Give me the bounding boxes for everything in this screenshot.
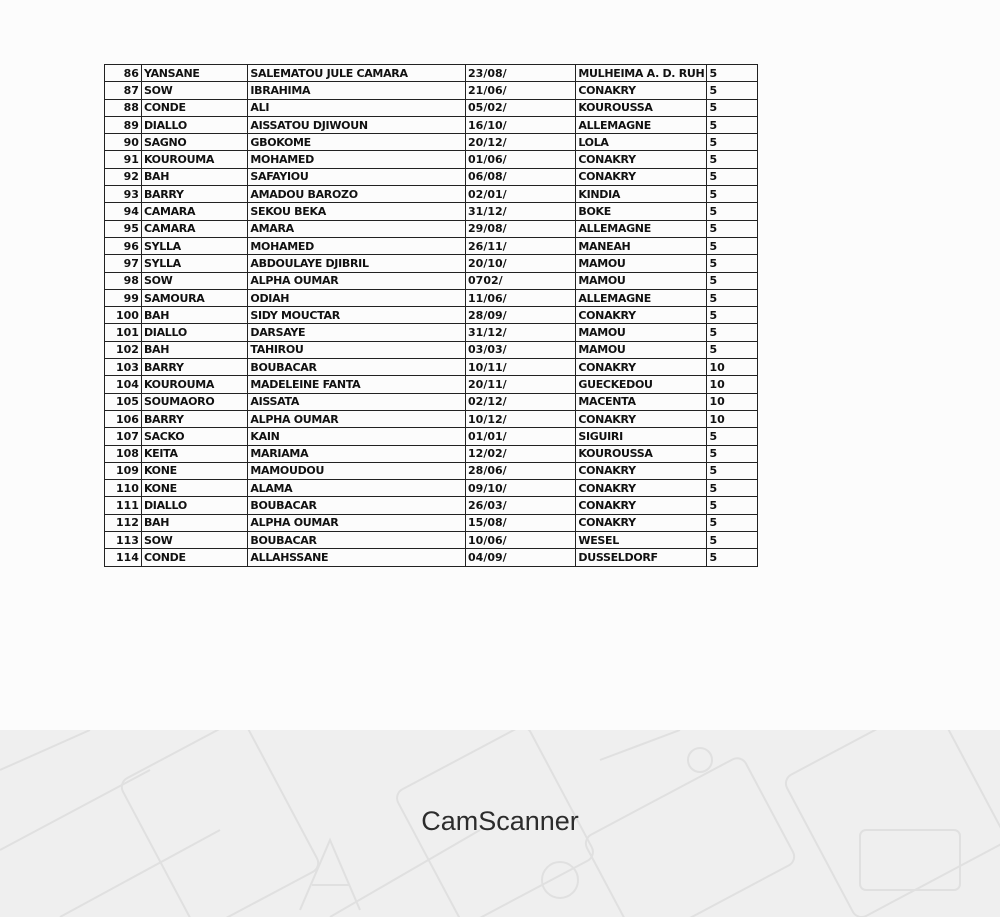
score-cell: 5 [707, 428, 758, 445]
first-name-cell: TAHIROU [248, 341, 466, 358]
last-name-cell: CAMARA [141, 220, 247, 237]
last-name-cell: SOW [141, 82, 247, 99]
last-name-cell: DIALLO [141, 116, 247, 133]
row-number-cell: 95 [105, 220, 142, 237]
row-number-cell: 103 [105, 359, 142, 376]
last-name-cell: KOUROUMA [141, 151, 247, 168]
table-row [105, 255, 758, 272]
row-number-cell: 111 [105, 497, 142, 514]
table-row [105, 445, 758, 462]
score-cell: 5 [707, 341, 758, 358]
first-name-cell: KAIN [248, 428, 466, 445]
score-cell: 5 [707, 134, 758, 151]
last-name-cell: KONE [141, 462, 247, 479]
last-name-cell: SOW [141, 272, 247, 289]
table-row [105, 151, 758, 168]
birth-place-cell: DUSSELDORF [576, 549, 707, 566]
last-name-cell: CONDE [141, 549, 247, 566]
birth-date-cell: 21/06/ [466, 82, 576, 99]
last-name-cell: BAH [141, 168, 247, 185]
first-name-cell: SIDY MOUCTAR [248, 307, 466, 324]
birth-date-cell: 01/06/ [466, 151, 576, 168]
birth-date-cell: 02/01/ [466, 186, 576, 203]
score-cell: 5 [707, 168, 758, 185]
table-row [105, 497, 758, 514]
birth-place-cell: CONAKRY [576, 168, 707, 185]
first-name-cell: ALLAHSSANE [248, 549, 466, 566]
first-name-cell: MOHAMED [248, 151, 466, 168]
row-number-cell: 104 [105, 376, 142, 393]
birth-date-cell: 15/08/ [466, 514, 576, 531]
birth-place-cell: SIGUIRI [576, 428, 707, 445]
birth-date-cell: 09/10/ [466, 480, 576, 497]
last-name-cell: BARRY [141, 359, 247, 376]
birth-place-cell: KOUROUSSA [576, 99, 707, 116]
birth-date-cell: 31/12/ [466, 324, 576, 341]
birth-date-cell: 10/12/ [466, 410, 576, 427]
birth-date-cell: 03/03/ [466, 341, 576, 358]
first-name-cell: ALPHA OUMAR [248, 410, 466, 427]
birth-place-cell: CONAKRY [576, 497, 707, 514]
birth-place-cell: LOLA [576, 134, 707, 151]
score-cell: 5 [707, 186, 758, 203]
score-cell: 10 [707, 393, 758, 410]
row-number-cell: 91 [105, 151, 142, 168]
row-number-cell: 108 [105, 445, 142, 462]
birth-place-cell: MAMOU [576, 341, 707, 358]
first-name-cell: AMADOU BAROZO [248, 186, 466, 203]
row-number-cell: 98 [105, 272, 142, 289]
table-row [105, 116, 758, 133]
row-number-cell: 106 [105, 410, 142, 427]
last-name-cell: SYLLA [141, 237, 247, 254]
last-name-cell: BAH [141, 307, 247, 324]
first-name-cell: ABDOULAYE DJIBRIL [248, 255, 466, 272]
last-name-cell: BARRY [141, 186, 247, 203]
first-name-cell: IBRAHIMA [248, 82, 466, 99]
row-number-cell: 114 [105, 549, 142, 566]
last-name-cell: BARRY [141, 410, 247, 427]
birth-place-cell: CONAKRY [576, 307, 707, 324]
table-row [105, 186, 758, 203]
birth-date-cell: 02/12/ [466, 393, 576, 410]
first-name-cell: BOUBACAR [248, 532, 466, 549]
row-number-cell: 100 [105, 307, 142, 324]
last-name-cell: SOW [141, 532, 247, 549]
first-name-cell: MOHAMED [248, 237, 466, 254]
first-name-cell: BOUBACAR [248, 497, 466, 514]
table-row [105, 99, 758, 116]
birth-date-cell: 06/08/ [466, 168, 576, 185]
row-number-cell: 92 [105, 168, 142, 185]
row-number-cell: 105 [105, 393, 142, 410]
score-cell: 5 [707, 65, 758, 82]
score-cell: 5 [707, 289, 758, 306]
row-number-cell: 112 [105, 514, 142, 531]
last-name-cell: SOUMAORO [141, 393, 247, 410]
last-name-cell: YANSANE [141, 65, 247, 82]
birth-place-cell: CONAKRY [576, 151, 707, 168]
row-number-cell: 88 [105, 99, 142, 116]
score-cell: 5 [707, 445, 758, 462]
birth-place-cell: MULHEIMA A. D. RUH [576, 65, 707, 82]
table-row [105, 272, 758, 289]
row-number-cell: 94 [105, 203, 142, 220]
last-name-cell: SYLLA [141, 255, 247, 272]
last-name-cell: CAMARA [141, 203, 247, 220]
table-row [105, 462, 758, 479]
score-cell: 5 [707, 497, 758, 514]
birth-date-cell: 26/11/ [466, 237, 576, 254]
table-row [105, 307, 758, 324]
birth-place-cell: BOKE [576, 203, 707, 220]
last-name-cell: KEITA [141, 445, 247, 462]
score-cell: 5 [707, 203, 758, 220]
birth-date-cell: 29/08/ [466, 220, 576, 237]
last-name-cell: BAH [141, 514, 247, 531]
first-name-cell: SALEMATOU JULE CAMARA [248, 65, 466, 82]
last-name-cell: SAMOURA [141, 289, 247, 306]
table-row [105, 341, 758, 358]
last-name-cell: KONE [141, 480, 247, 497]
first-name-cell: GBOKOME [248, 134, 466, 151]
first-name-cell: MARIAMA [248, 445, 466, 462]
birth-date-cell: 20/12/ [466, 134, 576, 151]
table-row [105, 549, 758, 566]
camscanner-watermark: CamScanner [421, 806, 579, 836]
birth-place-cell: CONAKRY [576, 359, 707, 376]
row-number-cell: 97 [105, 255, 142, 272]
table-row [105, 480, 758, 497]
birth-place-cell: CONAKRY [576, 410, 707, 427]
table-row [105, 220, 758, 237]
birth-place-cell: MAMOU [576, 272, 707, 289]
row-number-cell: 109 [105, 462, 142, 479]
score-cell: 5 [707, 324, 758, 341]
row-number-cell: 93 [105, 186, 142, 203]
last-name-cell: SACKO [141, 428, 247, 445]
score-cell: 5 [707, 272, 758, 289]
birth-date-cell: 10/06/ [466, 532, 576, 549]
row-number-cell: 90 [105, 134, 142, 151]
table-row [105, 393, 758, 410]
birth-place-cell: CONAKRY [576, 82, 707, 99]
row-number-cell: 113 [105, 532, 142, 549]
birth-place-cell: WESEL [576, 532, 707, 549]
first-name-cell: ALPHA OUMAR [248, 514, 466, 531]
table-row [105, 203, 758, 220]
first-name-cell: AMARA [248, 220, 466, 237]
birth-date-cell: 01/01/ [466, 428, 576, 445]
birth-date-cell: 04/09/ [466, 549, 576, 566]
last-name-cell: CONDE [141, 99, 247, 116]
first-name-cell: ODIAH [248, 289, 466, 306]
score-cell: 5 [707, 82, 758, 99]
score-cell: 10 [707, 410, 758, 427]
score-cell: 5 [707, 237, 758, 254]
score-cell: 5 [707, 220, 758, 237]
birth-place-cell: ALLEMAGNE [576, 220, 707, 237]
score-cell: 10 [707, 359, 758, 376]
birth-date-cell: 31/12/ [466, 203, 576, 220]
row-number-cell: 96 [105, 237, 142, 254]
row-number-cell: 99 [105, 289, 142, 306]
score-cell: 5 [707, 514, 758, 531]
birth-date-cell: 28/09/ [466, 307, 576, 324]
table-row [105, 514, 758, 531]
birth-date-cell: 0702/ [466, 272, 576, 289]
score-cell: 5 [707, 116, 758, 133]
table-row [105, 428, 758, 445]
table-row [105, 376, 758, 393]
table-row [105, 359, 758, 376]
birth-place-cell: CONAKRY [576, 480, 707, 497]
birth-place-cell: ALLEMAGNE [576, 116, 707, 133]
score-cell: 5 [707, 307, 758, 324]
birth-place-cell: CONAKRY [576, 514, 707, 531]
birth-place-cell: MACENTA [576, 393, 707, 410]
row-number-cell: 101 [105, 324, 142, 341]
birth-date-cell: 16/10/ [466, 116, 576, 133]
first-name-cell: ALI [248, 99, 466, 116]
birth-date-cell: 10/11/ [466, 359, 576, 376]
birth-date-cell: 23/08/ [466, 65, 576, 82]
first-name-cell: BOUBACAR [248, 359, 466, 376]
row-number-cell: 110 [105, 480, 142, 497]
first-name-cell: MAMOUDOU [248, 462, 466, 479]
birth-place-cell: GUECKEDOU [576, 376, 707, 393]
last-name-cell: KOUROUMA [141, 376, 247, 393]
first-name-cell: ALPHA OUMAR [248, 272, 466, 289]
score-cell: 5 [707, 255, 758, 272]
birth-place-cell: CONAKRY [576, 462, 707, 479]
birth-date-cell: 26/03/ [466, 497, 576, 514]
birth-place-cell: MAMOU [576, 324, 707, 341]
table-body [105, 65, 758, 567]
last-name-cell: BAH [141, 341, 247, 358]
table-row [105, 134, 758, 151]
score-cell: 5 [707, 99, 758, 116]
birth-date-cell: 20/11/ [466, 376, 576, 393]
last-name-cell: DIALLO [141, 497, 247, 514]
last-name-cell: SAGNO [141, 134, 247, 151]
birth-date-cell: 12/02/ [466, 445, 576, 462]
row-number-cell: 89 [105, 116, 142, 133]
score-cell: 5 [707, 532, 758, 549]
score-cell: 5 [707, 549, 758, 566]
birth-place-cell: MANEAH [576, 237, 707, 254]
table-row [105, 168, 758, 185]
first-name-cell: SAFAYIOU [248, 168, 466, 185]
row-number-cell: 107 [105, 428, 142, 445]
birth-place-cell: KINDIA [576, 186, 707, 203]
birth-date-cell: 05/02/ [466, 99, 576, 116]
first-name-cell: MADELEINE FANTA [248, 376, 466, 393]
first-name-cell: DARSAYE [248, 324, 466, 341]
score-cell: 5 [707, 480, 758, 497]
table-row [105, 65, 758, 82]
birth-place-cell: ALLEMAGNE [576, 289, 707, 306]
first-name-cell: AISSATOU DJIWOUN [248, 116, 466, 133]
table-row [105, 532, 758, 549]
table-row [105, 237, 758, 254]
birth-date-cell: 20/10/ [466, 255, 576, 272]
first-name-cell: AISSATA [248, 393, 466, 410]
first-name-cell: SEKOU BEKA [248, 203, 466, 220]
birth-date-cell: 11/06/ [466, 289, 576, 306]
last-name-cell: DIALLO [141, 324, 247, 341]
table-row [105, 324, 758, 341]
row-number-cell: 87 [105, 82, 142, 99]
table-row [105, 410, 758, 427]
birth-place-cell: KOUROUSSA [576, 445, 707, 462]
student-list-table [104, 64, 758, 567]
table-row [105, 289, 758, 306]
birth-place-cell: MAMOU [576, 255, 707, 272]
score-cell: 10 [707, 376, 758, 393]
row-number-cell: 102 [105, 341, 142, 358]
row-number-cell: 86 [105, 65, 142, 82]
table-row [105, 82, 758, 99]
score-cell: 5 [707, 151, 758, 168]
score-cell: 5 [707, 462, 758, 479]
birth-date-cell: 28/06/ [466, 462, 576, 479]
first-name-cell: ALAMA [248, 480, 466, 497]
